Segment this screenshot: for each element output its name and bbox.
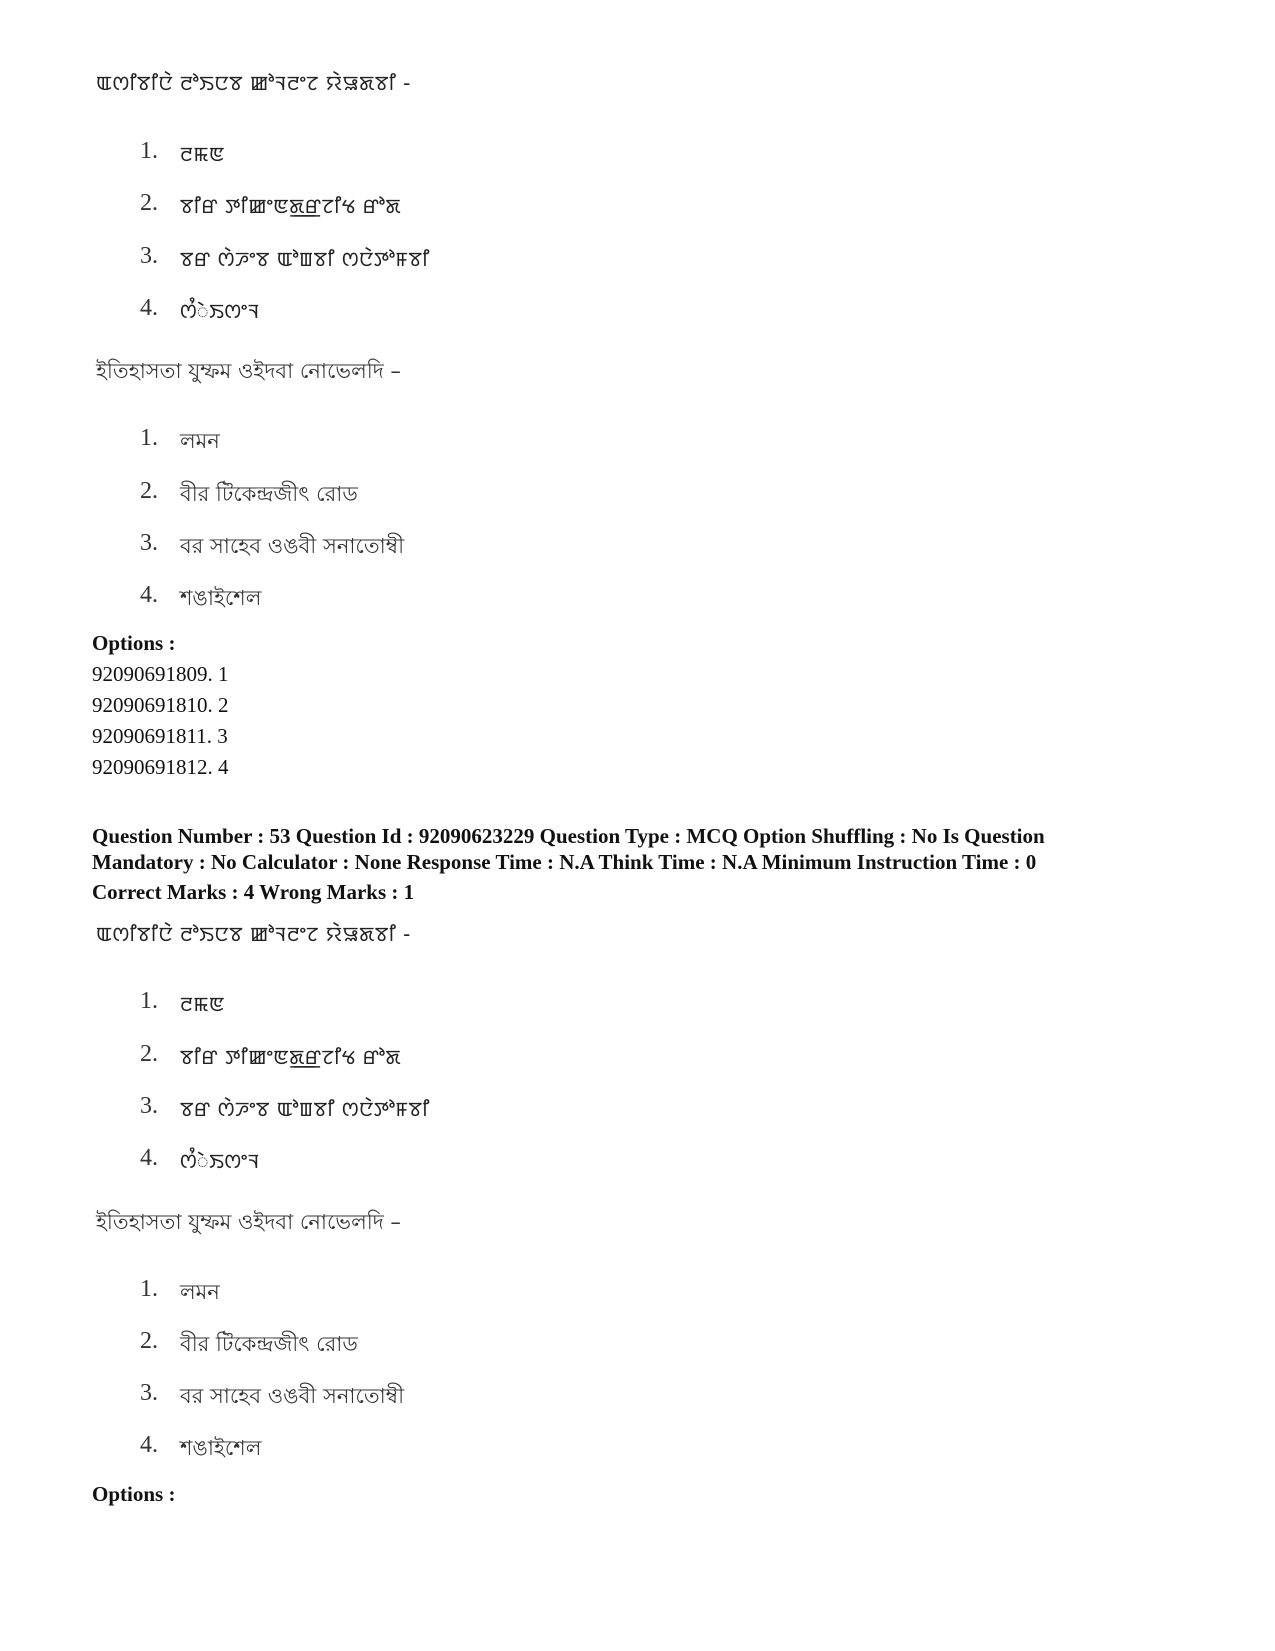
q53-bengali-item-1-number: 1. [140,1276,158,1302]
q52-meitei-item-2-text: ꯕꯤꯔ ꯇꯤꯀꯦꯟꯗ꯭ꯔꯖꯤꯠ ꯔꯣꯗ [180,194,402,218]
q52-option-4: 92090691812. 4 [92,755,229,779]
q52-bengali-item-2-text: বীর টিকেন্দ্রজীৎ রোড [180,482,358,506]
q52-meitei-item-4-number: 4. [140,295,158,321]
q53-metadata-line-1: Question Number : 53 Question Id : 92090623229 Question Type : MCQ Option Shuffling : No Is Question [92,824,1045,848]
q52-option-3: 92090691811. 3 [92,724,228,748]
q52-option-1: 92090691809. 1 [92,662,229,686]
q53-meitei-item-3-number: 3. [140,1093,158,1119]
q52-bengali-item-3-text: বর সাহেব ওঙবী সনাতোম্বী [180,534,405,558]
q52-option-2: 92090691810. 2 [92,693,229,717]
q52-bengali-item-1-text: লমন [180,429,220,453]
q53-meitei-item-4-text: ꯁꯪꯥꯏꯁꯦꯜ [180,1149,260,1173]
q53-meitei-stem: ꯑꯁꯤꯕꯤꯅꯥ ꯂꯣꯏꯅꯕ ꯀꯣꯜꯂꯦꯖ ꯌꯥꯎꯗꯕꯤ - [96,922,411,946]
q53-meitei-item-3-text: ꯕꯔ ꯁꯥꯍꯦꯕ ꯑꯣꯡꯕꯤ ꯁꯅꯥꯇꯣꯝꯕꯤ [180,1097,430,1121]
q53-bengali-item-2-number: 2. [140,1328,158,1354]
q52-bengali-stem: ইতিহাসতা যুম্ফম ওইদবা নোভেলদি – [96,359,401,383]
q52-bengali-item-2-number: 2. [140,478,158,504]
q53-bengali-item-4-text: শঙাইশেল [180,1436,262,1460]
q52-meitei-item-4-text: ꯁꯪꯥꯏꯁꯦꯜ [180,299,260,323]
q53-metadata-line-2: Mandatory : No Calculator : None Response Time : N.A Think Time : N.A Minimum Instruction Time : 0 [92,850,1037,874]
q53-bengali-item-4-number: 4. [140,1432,158,1458]
q53-bengali-item-2-text: বীর টিকেন্দ্রজীৎ রোড [180,1332,358,1356]
q52-options-heading: Options : [92,631,176,655]
q52-meitei-item-1-text: ꯂꯃꯟ [180,142,225,166]
q52-bengali-item-1-number: 1. [140,425,158,451]
q53-bengali-item-3-text: বর সাহেব ওঙবী সনাতোম্বী [180,1384,405,1408]
q52-bengali-item-3-number: 3. [140,530,158,556]
q53-metadata [92,823,1192,875]
q52-meitei-item-3-text: ꯕꯔ ꯁꯥꯍꯦꯕ ꯑꯣꯡꯕꯤ ꯁꯅꯥꯇꯣꯝꯕꯤ [180,247,430,271]
q53-bengali-item-1-text: লমন [180,1280,220,1304]
q53-bengali-item-3-number: 3. [140,1380,158,1406]
q52-meitei-item-2-number: 2. [140,190,158,216]
q53-meitei-item-1-text: ꯂꯃꯟ [180,992,225,1016]
q52-meitei-item-1-number: 1. [140,138,158,164]
q52-bengali-item-4-text: শঙাইশেল [180,586,262,610]
q52-meitei-item-3-number: 3. [140,243,158,269]
q53-meitei-item-1-number: 1. [140,988,158,1014]
q53-meitei-item-2-number: 2. [140,1041,158,1067]
q53-meitei-item-4-number: 4. [140,1145,158,1171]
q53-options-heading: Options : [92,1482,176,1506]
q53-bengali-stem: ইতিহাসতা যুম্ফম ওইদবা নোভেলদি – [96,1210,401,1234]
q53-marks: Correct Marks : 4 Wrong Marks : 1 [92,880,415,904]
q52-meitei-stem: ꯑꯁꯤꯕꯤꯅꯥ ꯂꯣꯏꯅꯕ ꯀꯣꯜꯂꯦꯖ ꯌꯥꯎꯗꯕꯤ - [96,71,411,95]
q53-meitei-item-2-text: ꯕꯤꯔ ꯇꯤꯀꯦꯟꯗ꯭ꯔꯖꯤꯠ ꯔꯣꯗ [180,1045,402,1069]
q52-bengali-item-4-number: 4. [140,582,158,608]
